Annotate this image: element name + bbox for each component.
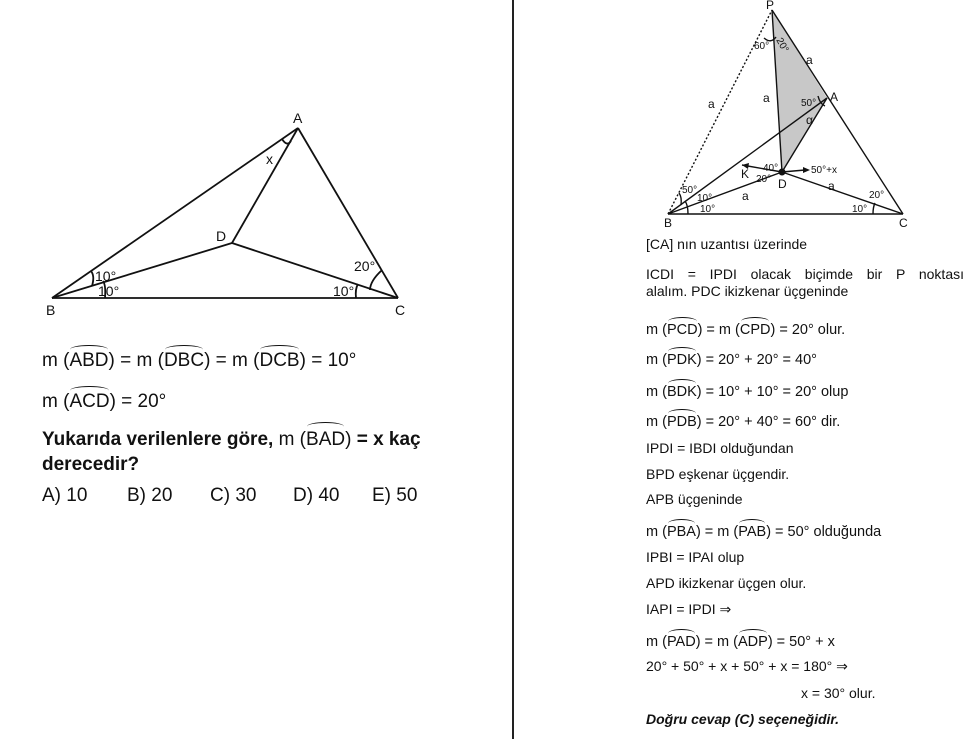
solution-line-6: IPBI = IPAI olup xyxy=(646,549,745,565)
solution-line-5: APB üçgeninde xyxy=(646,491,743,507)
arc-pdb: PDB xyxy=(667,410,697,430)
label-c: C xyxy=(395,302,406,318)
label-p: P xyxy=(766,0,775,12)
given-line-1: m (ABD) = m (DBC) = m (DCB) = 10° xyxy=(42,346,356,372)
label-p60: 60° xyxy=(754,41,770,52)
label-p20: 20° xyxy=(773,36,791,55)
label-b: B xyxy=(46,302,56,318)
left-triangle-figure xyxy=(0,0,512,330)
solution-line-2a: ICDI = IPDI olacak biçimde bir P noktası xyxy=(646,266,964,282)
edge-ba xyxy=(52,128,298,298)
arc-dcb: DCB xyxy=(259,346,299,372)
solution-line-4: BPD eşkenar üçgendir. xyxy=(646,466,790,482)
answer-letter: C xyxy=(739,711,750,727)
label-c10: 10° xyxy=(852,204,868,215)
arc-pba: PBA xyxy=(667,520,696,540)
label-a: A xyxy=(830,90,839,104)
label-b: B xyxy=(664,216,673,230)
arc-pdk: PDK xyxy=(667,348,697,368)
edge-dc xyxy=(782,172,903,214)
edge-ad xyxy=(232,128,298,243)
solution-line-7: APD ikizkenar üçgen olur. xyxy=(646,575,807,591)
arc-b2 xyxy=(679,193,681,205)
label-alpha: α xyxy=(806,113,813,127)
label-b50: 50° xyxy=(682,185,698,196)
solution-line-1: [CA] nın uzantısı üzerinde xyxy=(646,236,808,252)
arc-c xyxy=(873,203,875,214)
label-dcb: 10° xyxy=(333,283,355,299)
label-abd: 10° xyxy=(95,268,117,284)
solution-line-3: IPDI = IBDI olduğundan xyxy=(646,440,794,456)
arc-dbc: DBC xyxy=(164,346,204,372)
arc-cpd: CPD xyxy=(740,318,771,338)
label-d: D xyxy=(778,177,787,191)
choice-b[interactable]: B) 20 xyxy=(127,485,173,506)
solution-eq-3: m (BDK) = 10° + 10° = 20° olup xyxy=(646,380,848,400)
right-construction-figure xyxy=(514,0,968,235)
solution-eq-2: m (PDK) = 20° + 20° = 40° xyxy=(646,348,817,368)
label-k20: 20° xyxy=(756,174,772,185)
choice-a[interactable]: A) 10 xyxy=(42,485,88,506)
edge-bd xyxy=(52,243,232,298)
choice-e[interactable]: E) 50 xyxy=(372,485,418,506)
label-d: D xyxy=(216,228,227,244)
solution-line-2b: alalım. PDC ikizkenar üçgeninde xyxy=(646,283,849,299)
label-k40: 40° xyxy=(763,163,779,174)
arc-abd: ABD xyxy=(69,346,108,372)
arc-acd: ACD xyxy=(69,387,109,413)
label-a50: 50° xyxy=(801,98,817,109)
label-a-pb: a xyxy=(708,97,715,111)
given-line-2: m (ACD) = 20° xyxy=(42,387,166,413)
arc-adp: ADP xyxy=(738,630,768,650)
label-b10a: 10° xyxy=(697,193,713,204)
label-a-pd: a xyxy=(763,91,770,105)
point-d xyxy=(779,169,786,176)
label-k: K xyxy=(741,167,750,181)
solution-eq-6: m (PAD) = m (ADP) = 50° + x xyxy=(646,630,835,650)
edge-ac xyxy=(298,128,398,298)
label-ext: 50°+x xyxy=(811,165,837,176)
solution-eq-5: m (PBA) = m (PAB) = 50° olduğunda xyxy=(646,520,881,540)
arc-c-lower xyxy=(356,284,358,298)
arc-pab: PAB xyxy=(738,520,766,540)
arrow-head-ext xyxy=(803,167,810,173)
answer-line: Doğru cevap (C) seçeneğidir. xyxy=(646,711,839,727)
arc-b-upper xyxy=(91,271,93,286)
arc-bad: BAD xyxy=(306,423,345,452)
choice-c[interactable]: C) 30 xyxy=(210,485,257,506)
label-acd: 20° xyxy=(354,258,376,274)
solution-line-10: x = 30° olur. xyxy=(801,685,876,701)
question-text: Yukarıda verilenlere göre, m (BAD) = x kaç derecedir? xyxy=(42,423,482,477)
label-dbc: 10° xyxy=(98,283,120,299)
label-a: A xyxy=(293,110,303,126)
label-a-dc: a xyxy=(828,179,835,193)
label-b10b: 10° xyxy=(700,204,716,215)
label-c: C xyxy=(899,216,908,230)
label-a-pa: a xyxy=(806,53,813,67)
label-c20: 20° xyxy=(869,190,885,201)
solution-eq-4: m (PDB) = 20° + 40° = 60° dir. xyxy=(646,410,840,430)
arc-pad: PAD xyxy=(667,630,696,650)
arc-pcd: PCD xyxy=(667,318,698,338)
choice-d[interactable]: D) 40 xyxy=(293,485,340,506)
label-x: x xyxy=(266,151,273,167)
label-a-bd: a xyxy=(742,189,749,203)
solution-eq-1: m (PCD) = m (CPD) = 20° olur. xyxy=(646,318,845,338)
solution-line-9: 20° + 50° + x + 50° + x = 180° ⇒ xyxy=(646,658,848,674)
arc-bdk: BDK xyxy=(667,380,697,400)
solution-line-8: IAPI = IPDI ⇒ xyxy=(646,601,732,617)
